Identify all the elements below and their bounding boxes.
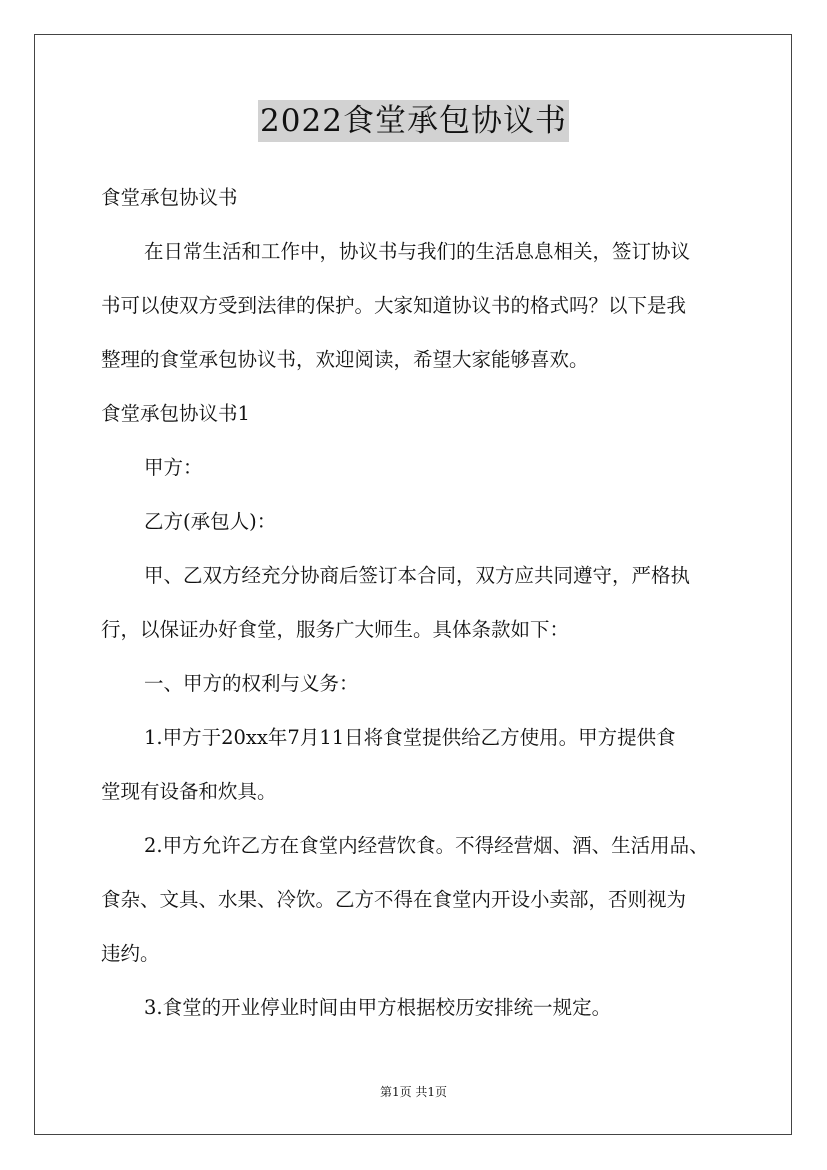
- clause-line: 2.甲方允许乙方在食堂内经营饮食。不得经营烟、酒、生活用品、: [144, 834, 709, 857]
- clause-heading: 一、甲方的权利与义务：: [144, 672, 359, 695]
- clause-line: 堂现有设备和炊具。: [101, 780, 277, 803]
- clause-line: 食杂、文具、水果、冷饮。乙方不得在食堂内开设小卖部，否则视为: [101, 888, 687, 911]
- document-body: [101, 171, 751, 1035]
- party-a-label: 甲方：: [144, 456, 203, 479]
- section-heading: 食堂承包协议书1: [101, 402, 250, 425]
- clause-line: 1.甲方于20xx年7月11日将食堂提供给乙方使用。甲方提供食: [144, 726, 676, 749]
- paragraph-line: 整理的食堂承包协议书，欢迎阅读，希望大家能够喜欢。: [101, 348, 589, 371]
- clause-line: 违约。: [101, 942, 160, 965]
- paragraph-line: 在日常生活和工作中，协议书与我们的生活息息相关，签订协议: [144, 240, 691, 263]
- page-footer: 第1页 共1页: [379, 1085, 448, 1099]
- document-title: 2022食堂承包协议书: [258, 100, 569, 142]
- party-b-label: 乙方(承包人)：: [144, 510, 277, 533]
- paragraph-line: 甲、乙双方经充分协商后签订本合同，双方应共同遵守，严格执: [144, 564, 691, 587]
- paragraph-line: 行，以保证办好食堂，服务广大师生。具体条款如下：: [101, 618, 570, 641]
- paragraph-line: 书可以使双方受到法律的保护。大家知道协议书的格式吗？以下是我: [101, 294, 687, 317]
- clause-line: 3.食堂的开业停业时间由甲方根据校历安排统一规定。: [144, 996, 612, 1019]
- section-heading: 食堂承包协议书: [101, 186, 238, 209]
- title-wrap: [0, 100, 827, 142]
